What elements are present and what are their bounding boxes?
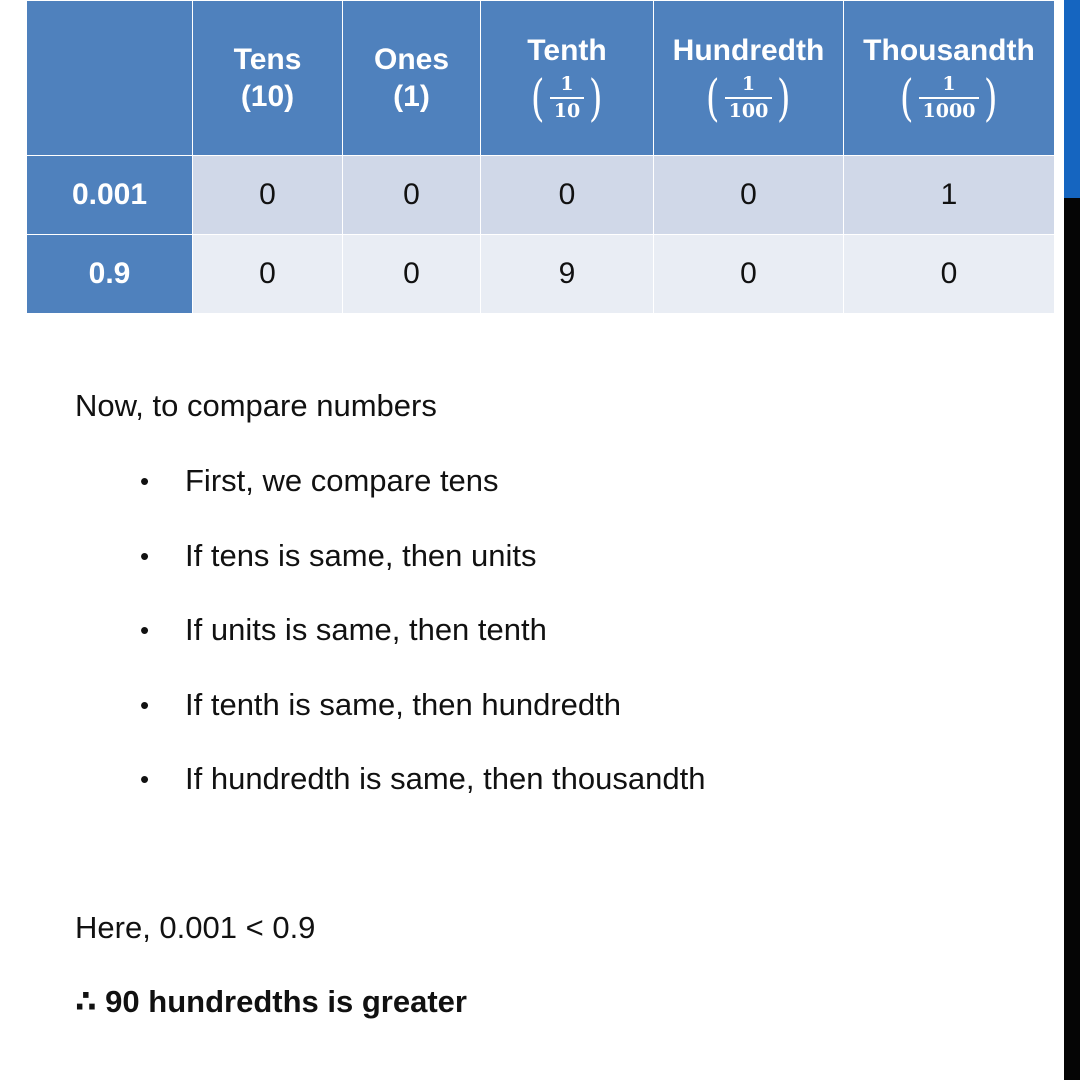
header-ones — [343, 1, 481, 156]
list-item-text: First, we compare tens — [185, 463, 499, 498]
edge-strip-blue — [1064, 0, 1080, 198]
header-thousandth — [844, 1, 1055, 156]
table-cell: 0 — [844, 235, 1055, 314]
row-label: 0.001 — [27, 156, 193, 235]
conclusion-text: Here, 0.001 < 0.9 — [75, 910, 316, 945]
intro-text: Now, to compare numbers — [75, 388, 437, 423]
fraction-numerator: 1 — [560, 73, 574, 96]
fraction-hundredth — [703, 69, 794, 127]
bullet-icon: • — [140, 540, 150, 571]
list-item — [140, 537, 705, 612]
row-label: 0.9 — [27, 235, 193, 314]
table-cell: 9 — [481, 235, 654, 314]
paren-open: ( — [899, 69, 914, 127]
result-text: ∴ 90 hundredths is greater — [75, 984, 467, 1019]
list-item-text: If tens is same, then units — [185, 537, 537, 573]
list-item-text: If units is same, then tenth — [185, 612, 547, 647]
header-sub: (1) — [393, 80, 430, 113]
place-value-table — [26, 0, 1055, 314]
table-cell: 1 — [844, 156, 1055, 235]
list-item — [140, 686, 705, 761]
paren-open: ( — [706, 69, 720, 127]
table-corner-cell — [27, 1, 193, 156]
bullet-icon: • — [140, 764, 150, 794]
paren-open: ( — [531, 69, 545, 127]
list-item — [140, 611, 705, 686]
table-cell: 0 — [481, 156, 654, 235]
header-label: Ones — [373, 42, 450, 76]
bullet-icon: • — [140, 689, 150, 720]
list-item-text: If hundredth is same, then thousandth — [185, 761, 706, 796]
list-item — [140, 462, 705, 537]
table-row — [27, 235, 1055, 314]
table-cell: 0 — [654, 156, 844, 235]
table-cell: 0 — [343, 156, 481, 235]
header-label: Hundredth — [672, 33, 825, 67]
table-cell: 0 — [343, 235, 481, 314]
header-label: Tens — [233, 42, 302, 76]
fraction-denominator: 100 — [725, 97, 773, 122]
header-tens — [193, 1, 343, 156]
bullet-icon: • — [140, 615, 150, 645]
paren-close: ) — [777, 69, 791, 127]
edge-strip-black — [1064, 198, 1080, 1080]
paren-close: ) — [984, 69, 999, 127]
table-cell: 0 — [193, 156, 343, 235]
header-hundredth — [654, 1, 844, 156]
bullet-icon: • — [140, 466, 150, 496]
header-tenth — [481, 1, 654, 156]
header-label: Thousandth — [863, 33, 1035, 67]
comparison-steps-list — [140, 462, 705, 835]
paren-close: ) — [589, 69, 603, 127]
fraction-tenth — [528, 69, 605, 127]
table-cell: 0 — [193, 235, 343, 314]
table-header-row — [27, 1, 1055, 156]
fraction-denominator: 10 — [550, 97, 584, 122]
header-sub: (10) — [240, 80, 295, 113]
fraction-numerator: 1 — [741, 73, 756, 96]
fraction-thousandth — [897, 69, 1001, 127]
fraction-denominator: 1000 — [919, 97, 980, 122]
table-cell: 0 — [654, 235, 844, 314]
table-row — [27, 156, 1055, 235]
list-item-text: If tenth is same, then hundredth — [185, 686, 621, 722]
list-item — [140, 760, 705, 835]
header-label: Tenth — [527, 33, 607, 67]
fraction-numerator: 1 — [942, 73, 956, 96]
